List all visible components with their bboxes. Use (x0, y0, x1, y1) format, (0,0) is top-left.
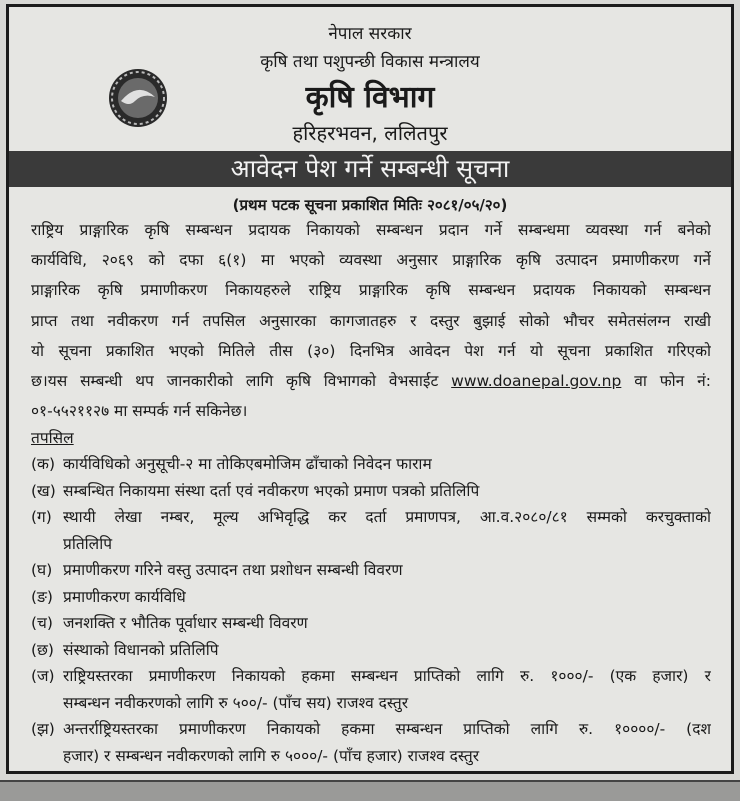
item-text: राष्ट्रियस्तरका प्रमाणीकरण निकायको हकमा सम्बन्धन प्राप्तिको लागि रु. १०००/- (एक हजार) र (63, 667, 711, 686)
paragraph-line: प्राप्त तथा नवीकरण गर्न तपसिल अनुसारका कागजातहरु र दस्तुर बुझाई सोको भौचर समेतसंलग्न राखी (31, 311, 711, 330)
item-text: प्रमाणीकरण कार्यविधि (63, 587, 186, 606)
paragraph-line: छ।यस सम्बन्धी थप जानकारीको लागि कृषि विभागको वेभसाईट www.doanepal.gov.np वा फोन नं: (31, 371, 711, 390)
paragraph-line: यो सूचना प्रकाशित भएको मितिले तीस (३०) दिनभित्र आवेदन पेश गर्न यो सूचना प्रकाशित गरिएको (31, 341, 711, 360)
item-marker: (छ) (31, 640, 54, 659)
item-marker: (ग) (31, 508, 52, 527)
item-text: स्थायी लेखा नम्बर, मूल्य अभिवृद्धि कर दर्ता प्रमाणपत्र, आ.व.२०८०/८१ सम्मको करचुक्ताको (63, 508, 711, 527)
tapasil-heading: तपसिल (31, 429, 74, 448)
item-marker: (च) (31, 614, 53, 633)
page-edge (0, 780, 740, 801)
website-link[interactable]: www.doanepal.gov.np (451, 371, 622, 390)
notice-body (31, 215, 711, 769)
item-text: सम्बन्धन नवीकरणको लागि रु ५००/- (पाँच सय) राजश्व दस्तुर (63, 693, 409, 712)
tapasil-item (31, 557, 711, 584)
tapasil-item (31, 663, 711, 716)
item-marker: (ज) (31, 667, 55, 686)
item-marker: (घ) (31, 561, 53, 580)
tapasil-list (31, 451, 711, 769)
notice-title: आवेदन पेश गर्ने सम्बन्धी सूचना (9, 151, 731, 187)
item-text: हजार) र सम्बन्धन नवीकरणको लागि रु ५०००/- (पाँच हजार) राजश्व दस्तुर (63, 746, 480, 765)
publication-date: (प्रथम पटक सूचना प्रकाशित मितिः २०८१/०५/२०) (232, 196, 508, 214)
item-text: सम्बन्धित निकायमा संस्था दर्ता एवं नवीकरण भएको प्रमाण पत्रको प्रतिलिपि (63, 481, 480, 500)
item-text: अन्तर्राष्ट्रियस्तरका प्रमाणीकरण निकायको हकमा सम्बन्धन प्राप्तिको लागि रु. १००००/- (दश (63, 720, 711, 739)
item-text: प्रमाणीकरण गरिने वस्तु उत्पादन तथा प्रशोधन सम्बन्धी विवरण (63, 561, 403, 580)
item-text: जनशक्ति र भौतिक पूर्वाधार सम्बन्धी विवरण (63, 614, 308, 633)
department-address: हरिहरभवन, ललितपुर (292, 121, 448, 145)
item-text: प्रतिलिपि (63, 534, 113, 553)
tapasil-item (31, 451, 711, 478)
item-marker: (झ) (31, 720, 55, 739)
item-text: संस्थाको विधानको प्रतिलिपि (63, 640, 219, 659)
tapasil-item (31, 716, 711, 769)
item-marker: (ङ) (31, 587, 53, 606)
department-name: कृषि विभाग (305, 80, 435, 115)
ministry-name: कृषि तथा पशुपन्छी विकास मन्त्रालय (260, 52, 480, 72)
item-marker: (ख) (31, 481, 56, 500)
item-marker: (क) (31, 455, 55, 474)
tapasil-item (31, 504, 711, 557)
paragraph-line: प्राङ्गारिक कृषि प्रमाणीकरण निकायहरुले राष्ट्रिय प्राङ्गारिक कृषि सम्बन्धन प्रदायक निकायको सम्बन्धन (31, 281, 711, 300)
paragraph-line: ०१-५५२११२७ मा सम्पर्क गर्न सकिनेछ। (31, 402, 248, 421)
paragraph-line: कार्यविधि, २०६९ को दफा ६(१) मा भएको व्यवस्था अनुसार प्राङ्गारिक कृषि उत्पादन प्रमाणीकरण गर्ने (31, 251, 711, 270)
notice-header (9, 7, 731, 150)
tapasil-item (31, 610, 711, 637)
notice-box (6, 4, 734, 774)
item-text: कार्यविधिको अनुसूची-२ मा तोकिएबमोजिम ढाँचाको निवेदन फाराम (63, 455, 432, 474)
government-name: नेपाल सरकार (328, 24, 412, 44)
paragraph-line: राष्ट्रिय प्राङ्गारिक कृषि सम्बन्धन प्रदायक निकायको सम्बन्धन प्रदान गर्ने सम्बन्धमा व्यवस्था गर्न बनेको (31, 221, 711, 239)
tapasil-item (31, 584, 711, 611)
tapasil-item (31, 637, 711, 664)
tapasil-item (31, 478, 711, 505)
